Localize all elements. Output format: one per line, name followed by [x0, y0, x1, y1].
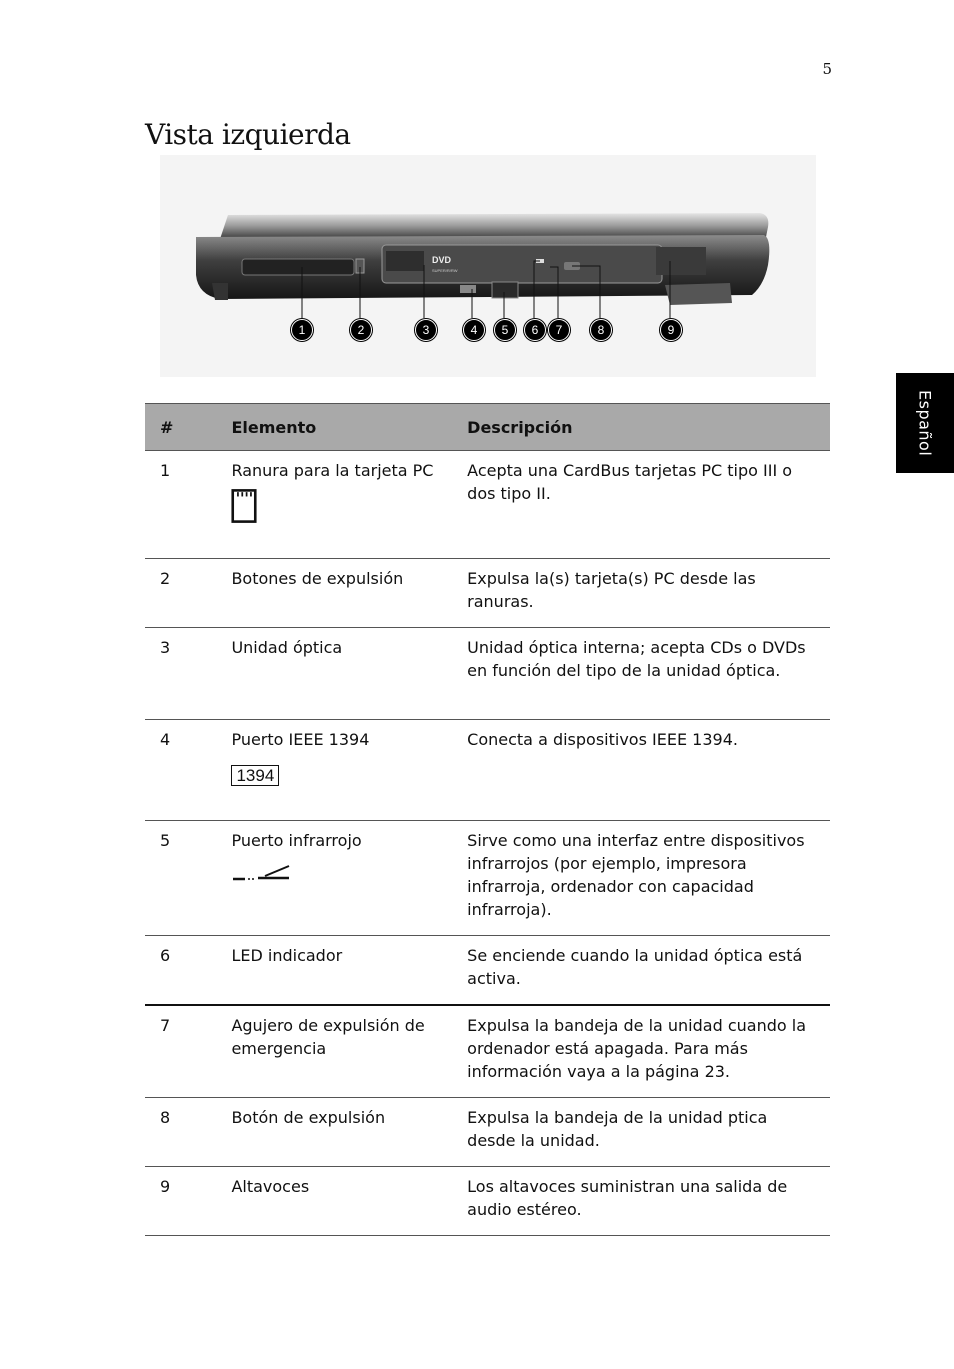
row-number: 1	[145, 451, 216, 559]
components-table	[145, 403, 830, 1236]
row-element: LED indicador	[216, 936, 452, 1006]
row-number: 3	[145, 628, 216, 720]
row-element: Puerto infrarrojo	[231, 831, 362, 850]
row-description: Expulsa la(s) tarjeta(s) PC desde las ranuras.	[452, 559, 830, 628]
row-element: Agujero de expulsión de emergencia	[216, 1005, 452, 1098]
row-element: Altavoces	[216, 1167, 452, 1236]
table-row	[145, 559, 830, 628]
ieee1394-port-shape	[460, 285, 476, 293]
table-header-row	[145, 404, 830, 451]
row-element: Ranura para la tarjeta PC	[231, 461, 434, 480]
row-description: Expulsa la bandeja de la unidad cuando la ordenador está apagada. Para más información vaya a la página 23.	[452, 1005, 830, 1098]
optical-drive-door	[386, 251, 424, 271]
row-description: Se enciende cuando la unidad óptica está activa.	[452, 936, 830, 1006]
page-title: Vista izquierda	[145, 118, 351, 151]
row-element-cell	[216, 451, 452, 559]
callout-marker: 8	[590, 319, 612, 341]
table-row	[145, 821, 830, 936]
pc-card-icon	[231, 488, 257, 524]
callout-marker: 3	[415, 319, 437, 341]
drive-sub-text: SUPER/R/RW	[432, 268, 458, 273]
laptop-side-illustration	[160, 155, 816, 377]
callout-marker: 1	[291, 319, 313, 341]
row-description: Conecta a dispositivos IEEE 1394.	[452, 720, 830, 821]
language-side-tab	[896, 373, 954, 473]
table-row	[145, 936, 830, 1006]
row-number: 7	[145, 1005, 216, 1098]
row-element: Botones de expulsión	[216, 559, 452, 628]
table-row	[145, 628, 830, 720]
callout-marker: 4	[463, 319, 485, 341]
row-description: Acepta una CardBus tarjetas PC tipo III o dos tipo II.	[452, 451, 830, 559]
speaker-grille	[656, 247, 706, 275]
row-number: 8	[145, 1098, 216, 1167]
laptop-lid	[220, 213, 768, 239]
laptop-left-view-figure	[160, 155, 816, 377]
callout-marker: 2	[350, 319, 372, 341]
row-number: 2	[145, 559, 216, 628]
table-row	[145, 1005, 830, 1098]
infrared-port-shape	[492, 282, 518, 298]
callout-marker: 7	[548, 319, 570, 341]
row-element-cell	[216, 821, 452, 936]
table-row	[145, 720, 830, 821]
row-description: Los altavoces suministran una salida de audio estéreo.	[452, 1167, 830, 1236]
table-row	[145, 451, 830, 559]
header-description: Descripción	[452, 404, 830, 451]
callout-marker: 9	[660, 319, 682, 341]
infrared-icon	[231, 864, 295, 886]
row-number: 4	[145, 720, 216, 821]
row-number: 9	[145, 1167, 216, 1236]
drive-logo-text: DVD	[432, 255, 452, 265]
ieee1394-icon: 1394	[231, 765, 279, 786]
page-number: 5	[822, 60, 832, 78]
table-row	[145, 1098, 830, 1167]
callout-marker: 5	[494, 319, 516, 341]
laptop-foot	[665, 283, 732, 305]
row-element: Puerto IEEE 1394	[231, 730, 370, 749]
row-element: Botón de expulsión	[216, 1098, 452, 1167]
language-label: Español	[915, 389, 935, 457]
row-description: Expulsa la bandeja de la unidad ptica desde la unidad.	[452, 1098, 830, 1167]
callout-marker: 6	[524, 319, 546, 341]
table-row	[145, 1167, 830, 1236]
row-element: Unidad óptica	[216, 628, 452, 720]
row-description: Sirve como una interfaz entre dispositivos infrarrojos (por ejemplo, impresora infrarroja, ordenador con capacidad infrarroja).	[452, 821, 830, 936]
row-element-cell	[216, 720, 452, 821]
header-number: #	[145, 404, 216, 451]
row-number: 5	[145, 821, 216, 936]
header-element: Elemento	[216, 404, 452, 451]
pc-card-slot-shape	[242, 259, 354, 275]
row-description: Unidad óptica interna; acepta CDs o DVDs en función del tipo de la unidad óptica.	[452, 628, 830, 720]
row-number: 6	[145, 936, 216, 1006]
